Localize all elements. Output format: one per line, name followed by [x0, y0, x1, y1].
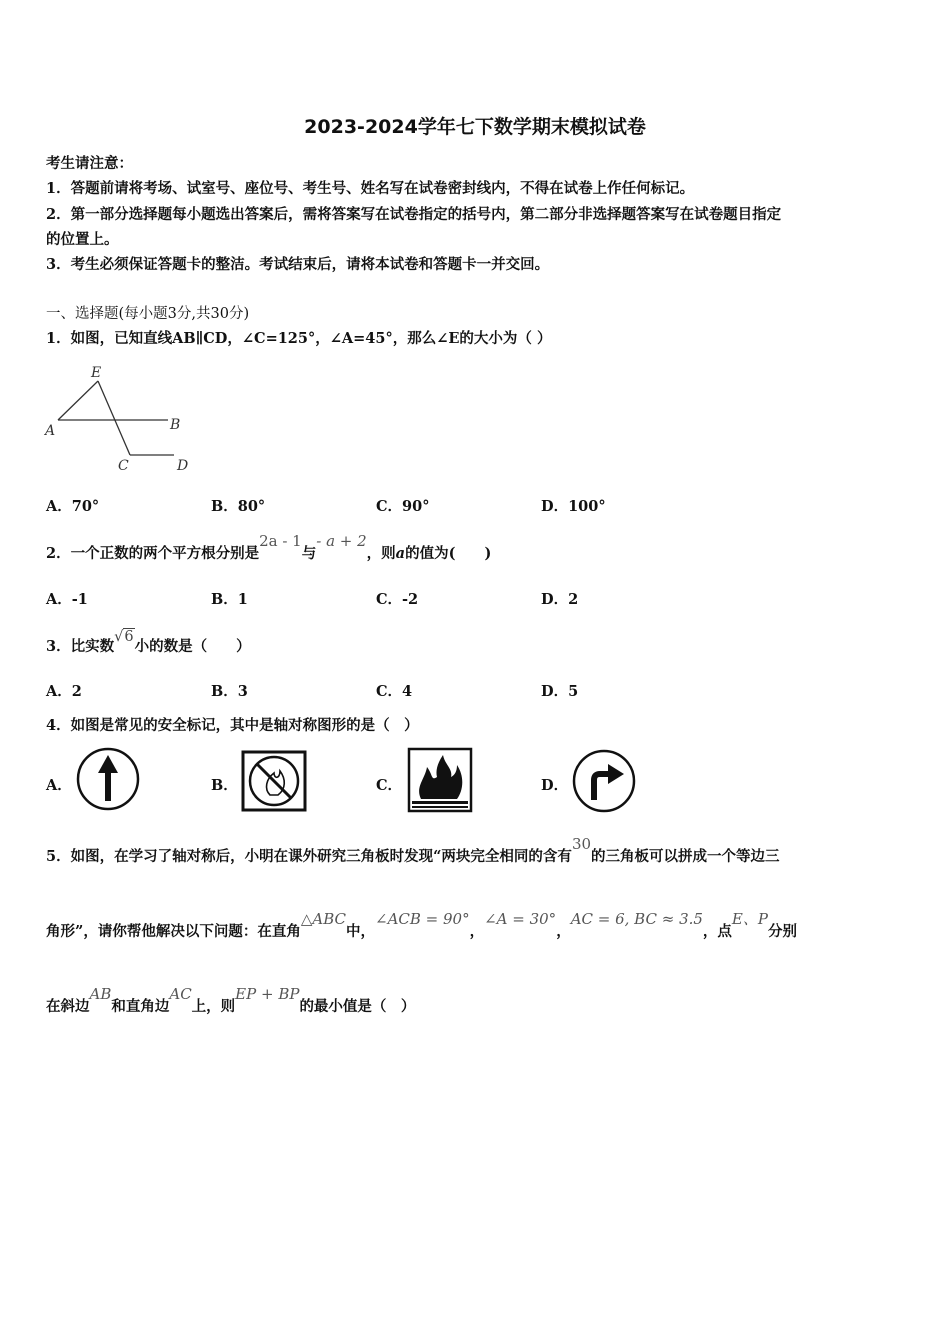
section-heading: 一、选择题(每小题3分,共30分) [46, 306, 250, 322]
q3-text-1: 3．比实数 [46, 638, 115, 655]
question-5-line-3 [46, 985, 416, 1016]
question-5-line-1 [46, 835, 780, 866]
segment-ec [98, 381, 130, 455]
q2-expr-2: - a + 2 [316, 532, 367, 550]
q2-option-d[interactable]: D．2 [541, 591, 579, 608]
q5-text-2e: ，点 [702, 923, 732, 940]
q1-option-c[interactable]: C．90° [376, 498, 430, 515]
question-4-stem: 4．如图是常见的安全标记，其中是轴对称图形的是（ ） [46, 717, 419, 734]
q5-text-2f: 分别 [767, 923, 797, 940]
no-fire-sign-icon [240, 749, 308, 813]
q2-option-c[interactable]: C．-2 [376, 591, 419, 608]
q3-option-c[interactable]: C．4 [376, 683, 413, 700]
label-a: A [45, 423, 56, 439]
sqrt-6: √6 [114, 629, 134, 645]
q4-option-a[interactable]: A． [46, 777, 72, 794]
q5-text-3d: 的最小值是（ ） [299, 998, 416, 1015]
page-title: 2023-2024学年七下数学期末模拟试卷 [304, 116, 646, 138]
q4-option-c[interactable]: C． [376, 777, 403, 794]
q5-math-angle-a: ∠A = 30° [484, 910, 557, 928]
q5-math-ep-bp: EP + BP [235, 985, 300, 1003]
q2-option-a[interactable]: A．-1 [46, 591, 88, 608]
label-d: D [177, 458, 189, 474]
q5-math-ac: AC [169, 985, 192, 1003]
q5-text-2a: 角形”，请你帮他解决以下问题：在直角 [46, 923, 301, 940]
q3-option-b[interactable]: B．3 [211, 683, 248, 700]
q5-text-3b: 和直角边 [111, 998, 170, 1015]
q2-text-3: ，则 [366, 545, 396, 562]
q5-math-points: E、P [731, 910, 768, 928]
q5-text-1b: 的三角板可以拼成一个等边三 [591, 848, 780, 865]
question-5-line-2 [46, 910, 797, 941]
q3-option-d[interactable]: D．5 [541, 683, 579, 700]
q2-text-2: 与 [301, 545, 317, 562]
turn-right-sign-icon [570, 748, 638, 814]
q2-option-b[interactable]: B．1 [211, 591, 248, 608]
q2-text-4: 的值为( ) [405, 545, 492, 562]
flammable-sign-icon [407, 747, 473, 813]
label-c: C [118, 458, 129, 474]
q1-option-b[interactable]: B．80° [211, 498, 266, 515]
q3-text-2: 小的数是（ ） [134, 638, 251, 655]
q5-text-1a: 5．如图，在学习了轴对称后，小明在课外研究三角板时发现“两块完全相同的含有 [46, 848, 572, 865]
arrow-up-sign-icon [74, 747, 142, 811]
q5-math-triangle: △ABC [300, 910, 346, 928]
q5-math-sides: AC = 6, BC ≈ 3.5 [570, 910, 703, 928]
label-e: E [91, 365, 102, 381]
sqrt-radicand: 6 [124, 629, 134, 645]
notice-item-3: 3．考生必须保证答题卡的整洁。考试结束后，请将本试卷和答题卡一并交回。 [46, 256, 550, 273]
q5-text-2d: ， [556, 923, 571, 940]
q5-math-ab: AB [89, 985, 112, 1003]
notice-item-1: 1．答题前请将考场、试室号、座位号、考生号、姓名写在试卷密封线内，不得在试卷上作任何标记。 [46, 180, 695, 197]
q5-text-3a: 在斜边 [46, 998, 90, 1015]
q1-option-a[interactable]: A．70° [46, 498, 100, 515]
question-2-stem [46, 532, 492, 563]
q2-text-1: 2．一个正数的两个平方根分别是 [46, 545, 260, 562]
question-3-stem [46, 629, 251, 656]
question-1-stem: 1．如图，已知直线AB∥CD，∠C=125°，∠A=45°，那么∠E的大小为（ ） [46, 330, 552, 347]
notice-heading: 考生请注意： [46, 155, 133, 172]
notice-item-2-cont: 的位置上。 [46, 231, 119, 248]
notice-item-2: 2．第一部分选择题每小题选出答案后，需将答案写在试卷指定的括号内，第二部分非选择题答案写在试卷题目指定 [46, 206, 782, 223]
segment-ae [58, 381, 98, 420]
q5-text-2b: 中， [346, 923, 375, 940]
question-1-figure [40, 362, 200, 477]
q5-math-30: 30 [571, 835, 592, 853]
q3-option-a[interactable]: A．2 [46, 683, 82, 700]
q5-text-3c: 上，则 [191, 998, 236, 1015]
q5-text-2c: ， [469, 923, 485, 940]
label-b: B [170, 417, 181, 433]
q5-math-angle-acb: ∠ACB = 90° [375, 910, 470, 928]
q1-option-d[interactable]: D．100° [541, 498, 606, 515]
q4-option-d[interactable]: D． [541, 777, 569, 794]
q4-option-b[interactable]: B． [211, 777, 238, 794]
q2-var-a: a [395, 545, 406, 562]
q2-expr-1: 2a - 1 [259, 532, 302, 550]
